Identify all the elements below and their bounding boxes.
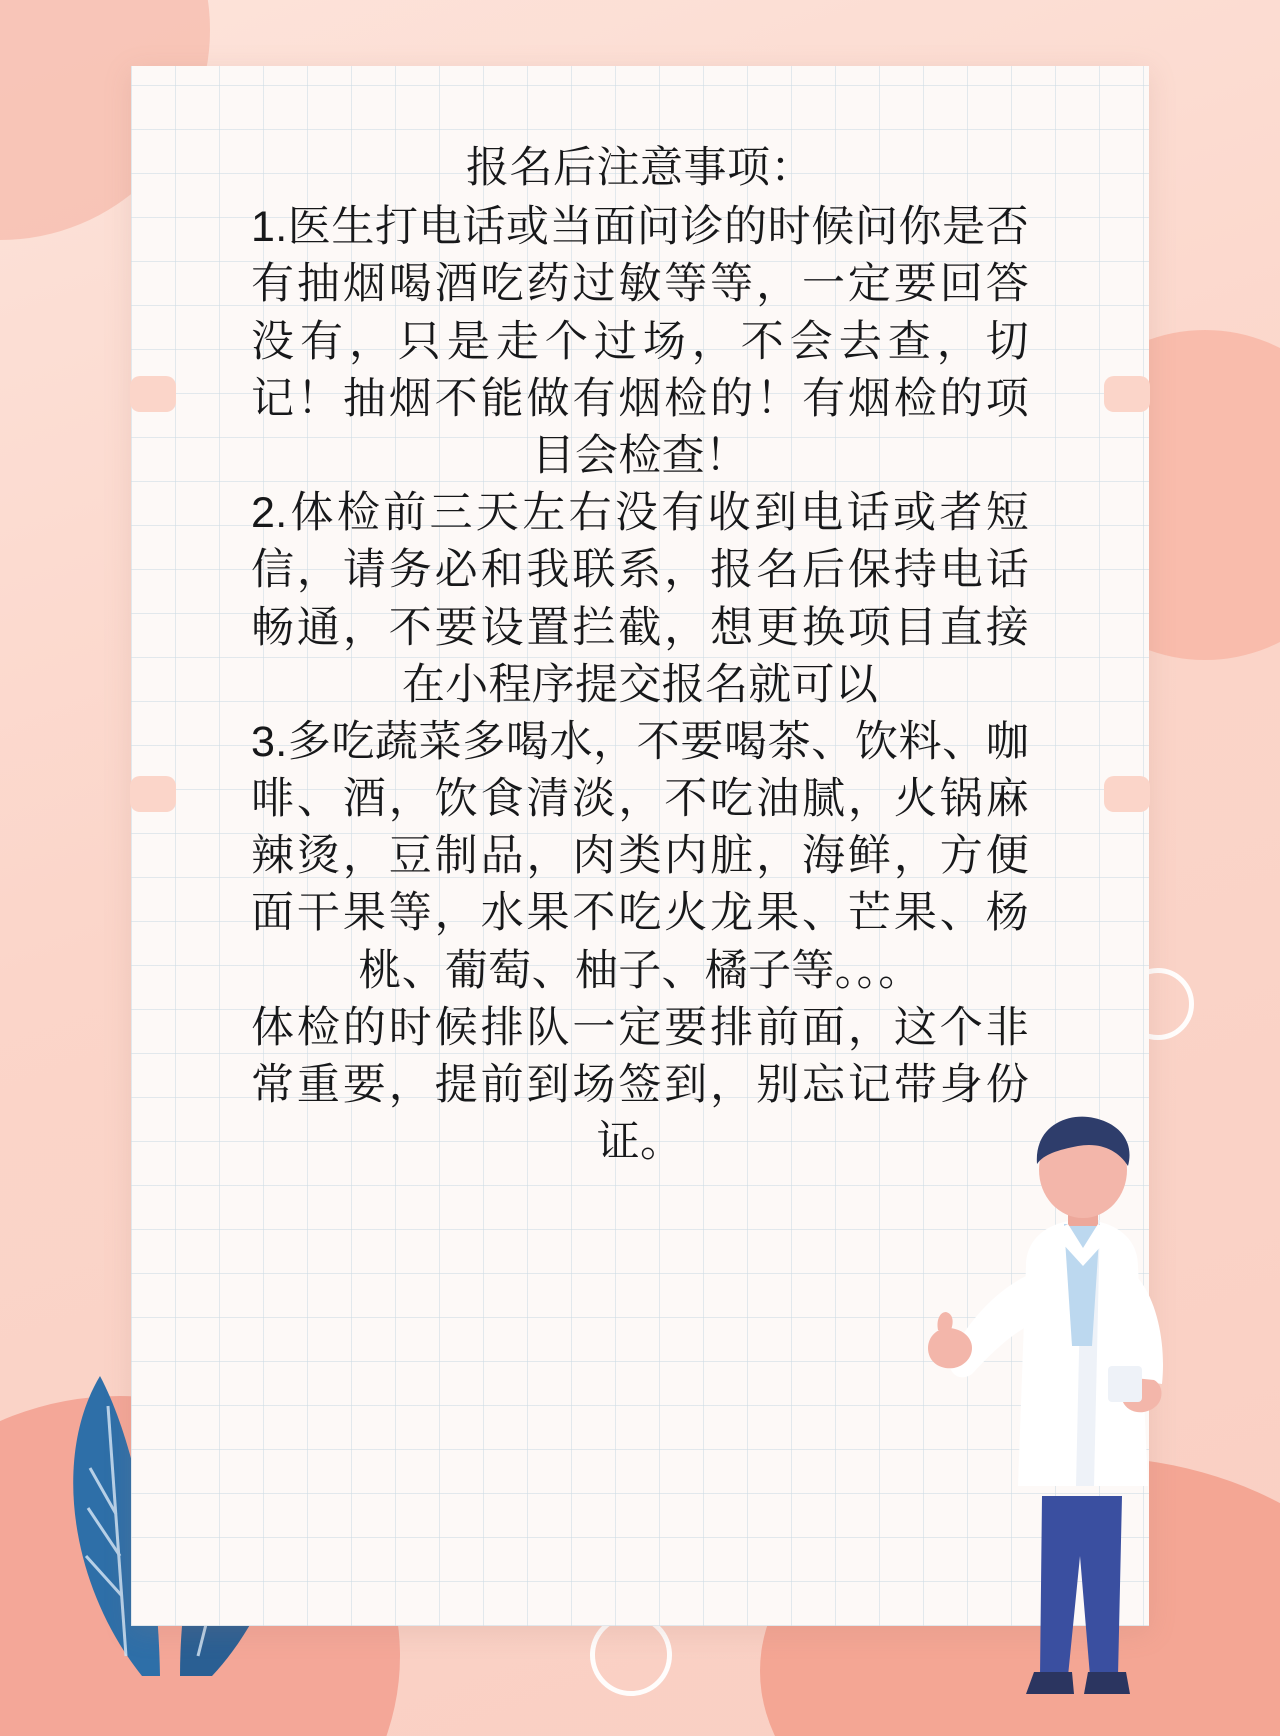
note-content (131, 66, 1149, 1211)
page-title: 报名后注意事项： (466, 144, 814, 192)
note-card (131, 66, 1149, 1626)
notice-paragraph-1: 1.医生打电话或当面问诊的时候问你是否有抽烟喝酒吃药过敏等等，一定要回答没有，只是走个过场，不会去查，切记！抽烟不能做有烟检的！有烟检的项目会检查！ (251, 203, 1029, 480)
notice-paragraph-2: 2.体检前三天左右没有收到电话或者短信，请务必和我联系，报名后保持电话畅通，不要设置拦截，想更换项目直接在小程序提交报名就可以 (251, 489, 1029, 709)
decorative-ring-bottom (590, 1614, 672, 1696)
notice-paragraph-3: 3.多吃蔬菜多喝水，不要喝茶、饮料、咖啡、酒，饮食清淡，不吃油腻，火锅麻辣烫，豆制品，肉类内脏，海鲜，方便面干果等，水果不吃火龙果、芒果、杨桃、葡萄、柚子、橘子等。。。 (251, 717, 1029, 995)
notice-paragraph-4: 体检的时候排队一定要排前面，这个非常重要，提前到场签到，别忘记带身份证。 (251, 1003, 1029, 1167)
